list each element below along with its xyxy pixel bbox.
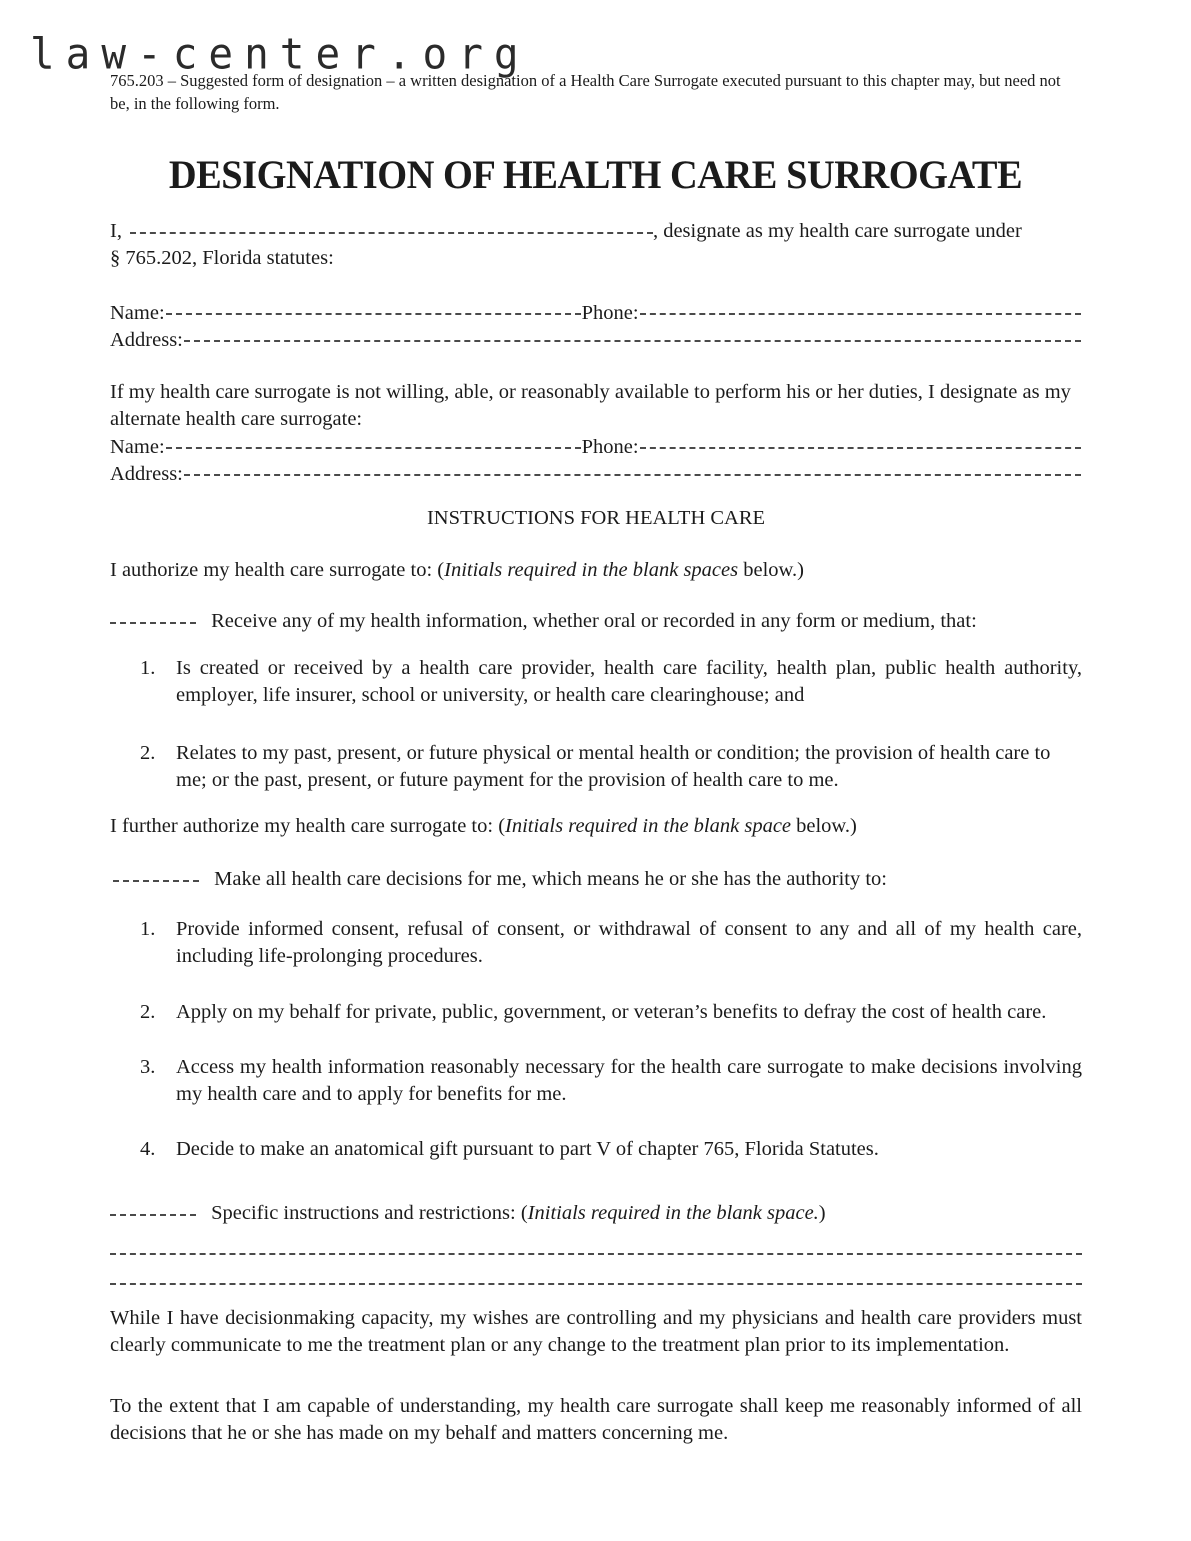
designation-lead	[110, 218, 1082, 273]
alternate-phone-input[interactable]	[640, 447, 1081, 449]
list-item-number: 2.	[140, 741, 156, 764]
specific-lead-text: Specific instructions and restrictions: (	[211, 1202, 528, 1224]
make-decisions-item	[113, 866, 1085, 893]
alternate-intro: If my health care surrogate is not willing, able, or reasonably available to perform his or her duties, I designate as my alternate health care surrogate:	[110, 381, 1071, 431]
list-item-text: Decide to make an anatomical gift pursuant to part V of chapter 765, Florida Statutes.	[176, 1138, 879, 1161]
further-lead-tail: below.)	[791, 815, 857, 837]
primary-name-label: Name:	[110, 302, 165, 324]
list-item-text: Apply on my behalf for private, public, government, or veteran’s benefits to defray the cost of health care.	[176, 1000, 1047, 1023]
receive-item-text: Receive any of my health information, whether oral or recorded in any form or medium, that:	[211, 610, 977, 632]
make-decisions-text: Make all health care decisions for me, which means he or she has the authority to:	[214, 868, 887, 890]
make-decisions-initials-blank[interactable]	[113, 880, 199, 882]
designation-lead-line2: § 765.202, Florida statutes:	[110, 247, 334, 270]
designation-lead-suffix: , designate as my health care surrogate under	[652, 220, 1022, 242]
primary-address-row	[110, 327, 1082, 354]
instructions-heading: INSTRUCTIONS FOR HEALTH CARE	[426, 507, 766, 529]
receive-initials-blank[interactable]	[110, 622, 196, 624]
alternate-surrogate-section	[110, 379, 1082, 488]
specific-instructions-item	[110, 1200, 1082, 1227]
specific-lead-italic: Initials required in the blank space.	[527, 1202, 819, 1224]
authorize-lead-italic: Initials required in the blank spaces	[444, 559, 739, 581]
list-item	[110, 999, 1082, 1026]
primary-address-label: Address:	[110, 329, 183, 352]
list-item-number: 4.	[140, 1138, 156, 1161]
statute-note: 765.203 – Suggested form of designation – a written designation of a Health Care Surrogate executed pursuant to this chapter may, but need not be, in the following form.	[110, 71, 1061, 113]
alternate-name-phone-row	[110, 434, 1082, 461]
list-item	[110, 916, 1082, 971]
decisions-list	[110, 916, 1082, 1164]
list-item	[110, 1136, 1082, 1163]
specific-instructions-line-2[interactable]	[110, 1283, 1082, 1285]
authorize-lead	[110, 557, 1082, 584]
primary-name-phone-row	[110, 300, 1082, 327]
alternate-name-label: Name:	[110, 435, 165, 458]
primary-name-input[interactable]	[166, 313, 581, 315]
primary-phone-input[interactable]	[640, 313, 1081, 315]
further-lead-text: I further authorize my health care surrogate to: (	[110, 815, 506, 837]
primary-phone-label: Phone:	[581, 302, 639, 324]
specific-lead-tail: )	[818, 1202, 826, 1224]
list-item	[110, 740, 1082, 795]
receive-info-item	[110, 608, 1082, 635]
authorize-lead-tail: below.)	[738, 559, 804, 581]
further-authorize-lead	[110, 813, 1082, 840]
closing-paragraph-1: While I have decisionmaking capacity, my wishes are controlling and my physicians and health care providers must clearly communicate to me the treatment plan or any change to the treatment plan prior to its implementation.	[110, 1307, 1082, 1357]
list-item-text: Access my health information reasonably necessary for the health care surrogate to make decisions involving my health care and to apply for benefits for me.	[176, 1055, 1082, 1105]
list-item-text: Provide informed consent, refusal of consent, or withdrawal of consent to any and all of my health care, including life-prolonging procedures.	[176, 918, 1082, 968]
list-item-number: 2.	[140, 1000, 156, 1023]
alternate-address-label: Address:	[110, 462, 183, 485]
list-item-text: Is created or received by a health care provider, health care facility, health plan, public health authority, employer, life insurer, school or university, or health care clearinghouse; and	[176, 657, 1082, 707]
alternate-address-row	[110, 461, 1082, 488]
receive-sublist	[110, 655, 1082, 794]
page-title: DESIGNATION OF HEALTH CARE SURROGATE	[168, 151, 1023, 197]
primary-address-input[interactable]	[184, 340, 1081, 342]
list-item	[110, 1054, 1082, 1109]
list-item-text: Relates to my past, present, or future physical or mental health or condition; the provision of health care to me; or the past, present, or future payment for the provision of health care to me.	[176, 741, 1051, 791]
list-item-number: 1.	[140, 657, 156, 679]
specific-instructions-line-1[interactable]	[110, 1253, 1082, 1255]
list-item	[110, 655, 1082, 710]
further-lead-italic: Initials required in the blank space	[505, 815, 792, 837]
alternate-address-input[interactable]	[184, 474, 1081, 476]
alternate-phone-label: Phone:	[581, 435, 639, 458]
authorize-lead-text: I authorize my health care surrogate to: (	[110, 559, 445, 581]
specific-instructions-initials-blank[interactable]	[110, 1214, 196, 1216]
watermark-law-center-org: law-center.org	[30, 28, 530, 80]
closing-paragraph-2: To the extent that I am capable of understanding, my health care surrogate shall keep me reasonably informed of all decisions that he or she has made on my behalf and matters concerning me.	[110, 1395, 1082, 1445]
designation-name-blank[interactable]	[130, 232, 653, 234]
primary-surrogate-fields	[110, 300, 1082, 355]
list-item-number: 1.	[140, 918, 156, 940]
list-item-number: 3.	[140, 1055, 156, 1078]
alternate-name-input[interactable]	[166, 447, 581, 449]
designation-lead-prefix: I,	[110, 220, 122, 242]
